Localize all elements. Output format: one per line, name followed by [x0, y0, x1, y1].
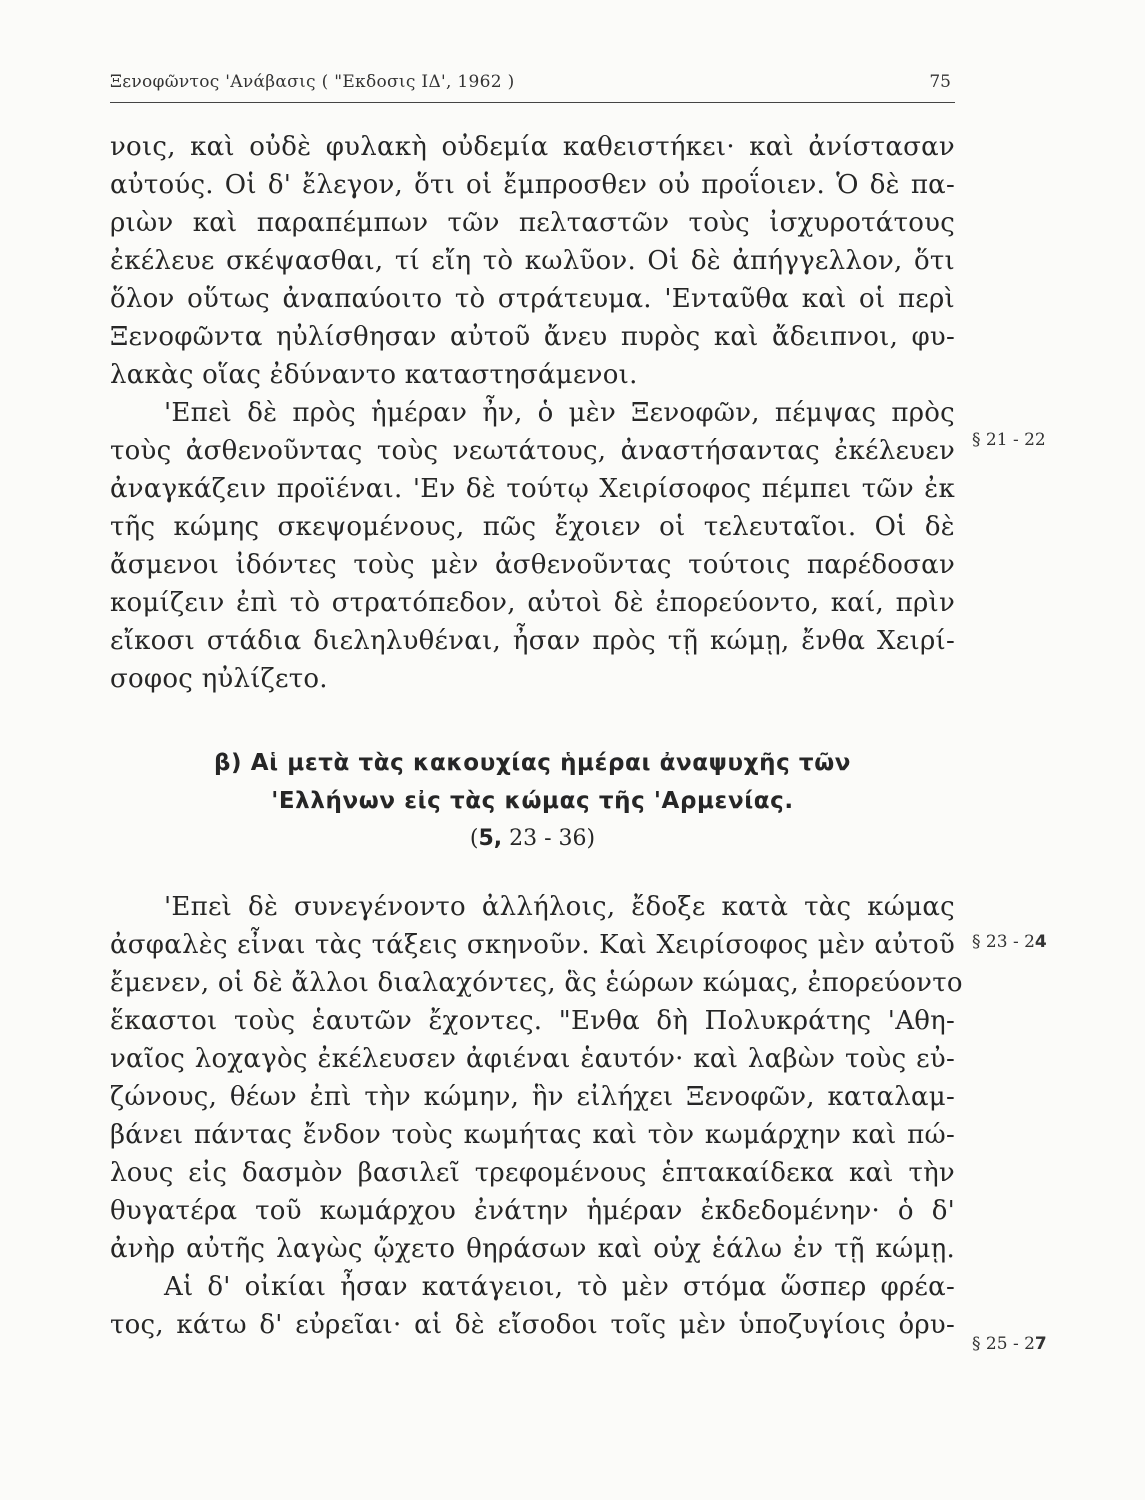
ref-open: ( [469, 826, 479, 851]
paragraph-1 [110, 128, 955, 394]
ref-range: 23 - 36) [502, 826, 596, 851]
running-header [110, 70, 955, 103]
text-line: ἕκαστοι τοὺς ἑαυτῶν ἔχοντες. "Ενθα δὴ Πολυκράτης 'Αθη- [110, 1006, 955, 1036]
text-line: θυγατέρα τοῦ κωμάρχου ἐνάτην ἡμέραν ἐκδεδομένην· ὁ δ' [110, 1196, 955, 1226]
main-text [110, 128, 963, 1344]
paragraph-3 [110, 888, 963, 1268]
margin-note-23-24-bold: 4 [1034, 932, 1047, 952]
text-line: ἐκέλευε σκέψασθαι, τί εἴη τὸ κωλῦον. Οἱ δὲ ἀπήγγελλον, ὅτι [110, 246, 955, 276]
text-line: Αἱ δ' οἰκίαι ἦσαν κατάγειοι, τὸ μὲν στόμα ὥσπερ φρέα- [164, 1272, 955, 1302]
text-line: λους εἰς δασμὸν βασιλεῖ τρεφομένους ἑπτακαίδεκα καὶ τὴν [110, 1158, 955, 1188]
paragraph-2 [110, 394, 955, 698]
margin-note-25-27-prefix: § 25 - 2 [972, 1334, 1035, 1354]
text-line: τος, κάτω δ' εὐρεῖαι· αἱ δὲ εἴσοδοι τοῖς μὲν ὑποζυγίοις ὀρυ- [110, 1310, 955, 1340]
text-line: κομίζειν ἐπὶ τὸ στρατόπεδον, αὐτοὶ δὲ ἐπορεύοντο, καί, πρὶν [110, 588, 955, 618]
text-line: ριὼν καὶ παραπέμπων τῶν πελταστῶν τοὺς ἰσχυροτάτους [110, 208, 955, 238]
text-line: Ξενοφῶντα ηὐλίσθησαν αὐτοῦ ἄνευ πυρὸς καὶ ἄδειπνοι, φυ- [110, 322, 955, 352]
margin-note-25-27-bold: 7 [1034, 1334, 1047, 1354]
text-line: αὐτούς. Οἱ δ' ἔλεγον, ὅτι οἱ ἔμπροσθεν οὐ προΐοιεν. Ὁ δὲ πα- [110, 170, 955, 200]
ref-chapter: 5, [478, 826, 503, 851]
text-line: ζώνους, θέων ἐπὶ τὴν κώμην, ἣν εἰλήχει Ξενοφῶν, καταλαμ- [110, 1082, 955, 1112]
section-reference [110, 820, 955, 858]
section-heading-line-1: β) Αἱ μετὰ τὰς κακουχίας ἡμέραι ἀναψυχῆς τῶν [213, 750, 852, 776]
margin-note-23-24 [972, 932, 1047, 952]
text-line: ἀναγκάζειν προϊέναι. 'Εν δὲ τούτῳ Χειρίσοφος πέμπει τῶν ἐκ [110, 474, 955, 504]
section-heading [110, 744, 955, 858]
margin-note-25-27 [972, 1334, 1047, 1354]
text-line: ὅλον οὕτως ἀναπαύοιτο τὸ στράτευμα. 'Ενταῦθα καὶ οἱ περὶ [110, 284, 955, 314]
text-line: εἴκοσι στάδια διεληλυθέναι, ἦσαν πρὸς τῇ κώμῃ, ἔνθα Χειρί- [110, 626, 955, 656]
margin-note-21-22: § 21 - 22 [972, 430, 1046, 450]
text-line: ἀσφαλὲς εἶναι τὰς τάξεις σκηνοῦν. Καὶ Χειρίσοφος μὲν αὐτοῦ [110, 930, 955, 960]
text-line: ναῖος λοχαγὸς ἐκέλευσεν ἀφιέναι ἑαυτόν· καὶ λαβὼν τοὺς εὐ- [110, 1044, 955, 1074]
header-title: Ξενοφῶντος 'Ανάβασις ( "Εκδοσις ΙΔ', 1962 ) [110, 72, 515, 92]
text-line: 'Επεὶ δὲ συνεγένοντο ἀλλήλοις, ἔδοξε κατὰ τὰς κώμας [164, 892, 955, 922]
paragraph-4 [110, 1268, 955, 1344]
text-line: ἔμενεν, οἱ δὲ ἄλλοι διαλαχόντες, ἃς ἑώρων κώμας, ἐπορεύοντο [110, 968, 963, 998]
text-line: ἀνὴρ αὐτῆς λαγὼς ᾤχετο θηράσων καὶ οὐχ ἑάλω ἐν τῇ κώμῃ. [110, 1234, 955, 1264]
section-heading-line-2: 'Ελλήνων εἰς τὰς κώμας τῆς 'Αρμενίας. [271, 788, 794, 814]
text-line: βάνει πάντας ἔνδον τοὺς κωμήτας καὶ τὸν κωμάρχην καὶ πώ- [110, 1120, 955, 1150]
text-line: νοις, καὶ οὐδὲ φυλακὴ οὐδεμία καθειστήκει· καὶ ἀνίστασαν [110, 132, 955, 162]
text-line: ἄσμενοι ἰδόντες τοὺς μὲν ἀσθενοῦντας τούτοις παρέδοσαν [110, 550, 955, 580]
text-line: σοφος ηὐλίζετο. [110, 664, 328, 694]
margin-note-23-24-prefix: § 23 - 2 [972, 932, 1035, 952]
text-line: τῆς κώμης σκεψομένους, πῶς ἔχοιεν οἱ τελευταῖοι. Οἱ δὲ [110, 512, 955, 542]
text-line: λακὰς οἵας ἐδύναντο καταστησάμενοι. [110, 360, 638, 390]
text-line: 'Επεὶ δὲ πρὸς ἡμέραν ἦν, ὁ μὲν Ξενοφῶν, πέμψας πρὸς [164, 398, 955, 428]
text-line: τοὺς ἀσθενοῦντας τοὺς νεωτάτους, ἀναστήσαντας ἐκέλευεν [110, 436, 955, 466]
page-number: 75 [929, 72, 951, 92]
